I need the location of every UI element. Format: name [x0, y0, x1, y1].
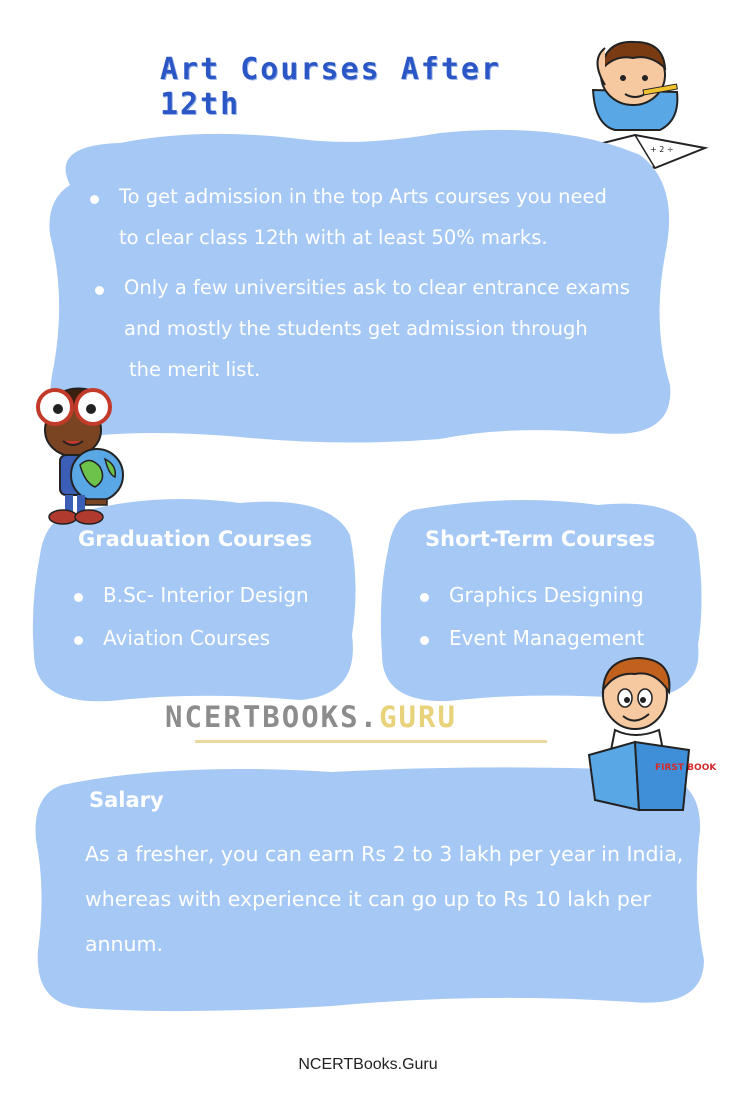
- bullet-icon: [420, 636, 429, 645]
- bullet-icon: [90, 195, 99, 204]
- short-term-item: Graphics Designing: [449, 583, 644, 607]
- boy-with-globe-icon: [25, 375, 135, 530]
- graduation-item: B.Sc- Interior Design: [103, 583, 309, 607]
- intro-bullet-1: To get admission in the top Arts courses you need to clear class 12th with at least 50% marks.: [119, 185, 607, 249]
- svg-text:+ 2 ÷: + 2 ÷: [650, 145, 674, 154]
- short-term-item: Event Management: [449, 626, 645, 650]
- graduation-item: Aviation Courses: [103, 626, 271, 650]
- intro-bullet-2: Only a few universities ask to clear entrance exams and mostly the students get admission through the merit list.: [124, 276, 630, 381]
- salary-text: As a fresher, you can earn Rs 2 to 3 lakh per year in India, whereas with experience it can go up to Rs 10 lakh per annum.: [85, 842, 684, 956]
- bullet-icon: [420, 593, 429, 602]
- footer-brand: NCERTBooks.Guru: [298, 1056, 438, 1073]
- graduation-heading: Graduation Courses: [78, 527, 313, 551]
- short-term-heading: Short-Term Courses: [425, 527, 656, 551]
- salary-heading: Salary: [89, 788, 164, 812]
- boy-with-book-icon: [585, 650, 717, 820]
- watermark-underline: [195, 740, 547, 743]
- page-title: Art Courses After 12th: [160, 52, 502, 122]
- bullet-icon: [95, 286, 104, 295]
- bullet-icon: [74, 636, 83, 645]
- watermark: NCERTBOOKS.GURU: [165, 700, 457, 734]
- book-cover-label: FIRST BOOK: [655, 763, 717, 773]
- bullet-icon: [74, 593, 83, 602]
